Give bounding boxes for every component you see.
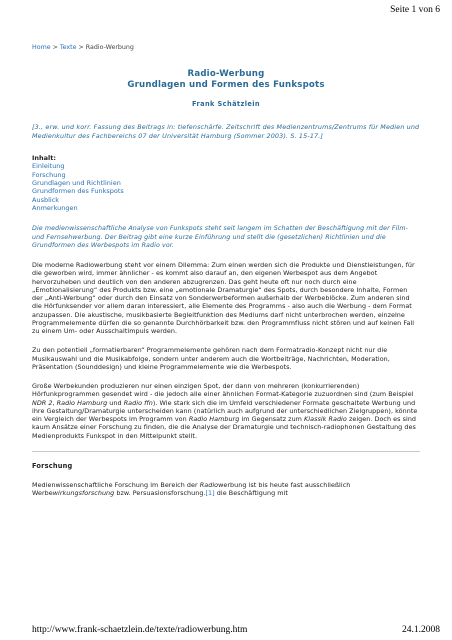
paragraph-text: Medienwissenschaftliche Forschung im Bereich der [32,480,200,489]
citation-note: [3., erw. und korr. Fassung des Beitrags in: tiefenschärfe. Zeitschrift des Medienzentrums/Zentrums für Medien und Medienkultur des Fachbereichs 07 der Universität Hamburg (Sommer 2003). S. 15-17.] [32,123,420,140]
paragraph-text: werbung ist bis heute fast ausschließlich Werbe [32,480,351,498]
emphasis-text: Radio [199,480,219,489]
breadcrumb [32,44,420,51]
page-footer [32,625,440,635]
article-author: Frank Schätzlein [191,100,261,108]
forschung-paragraph [32,481,420,498]
breadcrumb-separator: > [52,44,58,51]
body-paragraph-1: Die moderne Radiowerbung steht vor einem Dilemma: Zum einen werden sich die Produkte und Dienstleistungen, für die geworben wird, immer ähnlicher - es kommt also darauf an, den eigenen Werbespot aus dem Angebot hervorzuheben und deutlich von den anderen abzugrenzen. Das geht heute oft nur noch durch eine „Emotionalisierung“ des Produkts bzw. eine „emotionale Dramaturgie“ des Spots, durch besondere Inhalte, Formen der „Anti-Werbung“ oder durch den Einsatz von Sonderwerbeformen außerhalb der Werbeblöcke. Zum anderen sind die Hörfunksender vor allem daran interessiert, alle Elemente des Programms - also auch die Werbung - dem Format anzupassen. Die akustische, musikbasierte Begleitfunktion des Mediums darf nicht unterbrochen werden, einzelne Programmelemente dürfen die so genannte Durchhörbarkeit bzw. den Programmfluss nicht stören und auf keinen Fall zu einem Um- oder Ausschaltimpuls werden. [32,261,415,336]
print-date: 24.1.2008 [402,625,440,635]
station-name: Radio Hamburg [188,415,240,424]
paragraph-text: im Gegensatz zum [239,415,305,424]
document-content [32,44,420,497]
breadcrumb-texte-link[interactable]: Texte [59,44,77,51]
toc-link-anmerkungen[interactable]: Anmerkungen [32,203,78,212]
breadcrumb-current: Radio-Werbung [85,44,134,51]
toc-link-forschung[interactable]: Forschung [32,170,66,179]
abstract: Die medienwissenschaftliche Analyse von Funkspots steht seit langem im Schatten der Beschäftigung mit der Film- und Fernsehwerbung. Der Beitrag gibt eine kurze Einführung und stellt die (gesetzlichen) Richtlinien und die Grundformen des Werbespots im Radio vor. [32,225,408,249]
paragraph-text: zeigen. Doch es sind kaum Ansätze einer Forschung zu finden, die die Analyse der Dramaturgie und technisch-radiophonen Gestaltung des Medienprodukts Funkspot in den Mittelpunkt stellt. [32,415,417,440]
paragraph-text: ). Wie stark sich die im Umfeld verschiedener Formate geschaltete Werbung und ihre Gestaltung/Dramaturgie unterscheiden kann (natürlich auch aufgrund der unterschiedlichen Zielgruppen), könnte ein Vergleich der Werbespots im Programm von [32,398,418,424]
page-url: http://www.frank-schaetzlein.de/texte/radiowerbung.htm [32,625,248,635]
toc-link-grundformen[interactable]: Grundformen des Funkspots [32,187,124,196]
breadcrumb-separator: > [78,44,84,51]
station-name: Klassik Radio [304,415,347,424]
emphasis-text: wirkungsforschung [52,489,115,498]
toc-link-grundlagen[interactable]: Grundlagen und Richtlinien [32,179,121,188]
title-block [32,69,420,108]
body-paragraph-2: Zu den potentiell „formatierbaren“ Programmelemente gehören nach dem Formatradio-Konzept nicht nur die Musikauswahl und die Musikabfolge, sondern unter anderem auch die Wortbeiträge, Nachrichten, Moderation, Präsentation (Sounddesign) und kleine Programmelemente wie die Werbespots. [32,346,390,371]
toc-link-einleitung[interactable]: Einleitung [32,162,65,171]
article-title: Radio-Werbung [187,69,265,79]
toc-link-ausblick[interactable]: Ausblick [32,195,60,204]
paragraph-text: die Beschäftigung mit [214,489,288,498]
paragraph-text: und [107,398,124,407]
table-of-contents [32,154,420,212]
paragraph-text: Große Werbekunden produzieren nur einen einzigen Spot, der dann von mehreren (konkurrierenden) Hörfunkprogrammen gesendet wird - die jedoch alle einer ähnlichen Format-Kategorie zuzuordnen sind (zum Beispiel [32,382,414,399]
toc-label: Inhalt: [32,154,56,163]
breadcrumb-home-link[interactable]: Home [32,44,51,51]
footnote-link[interactable]: [1] [205,489,215,498]
section-heading-forschung: Forschung [32,461,73,470]
station-name: Radio ffn [123,398,153,407]
body-paragraph-3 [32,382,420,440]
page-number: Seite 1 von 6 [390,5,440,15]
station-name: NDR 2 [32,398,53,407]
paragraph-text: , [52,398,57,407]
article-subtitle: Grundlagen und Formen des Funkspots [127,79,325,90]
section-divider [32,451,420,452]
station-name: Radio Hamburg [56,398,108,407]
paragraph-text: bzw. Persuasionsforschung. [114,489,206,498]
